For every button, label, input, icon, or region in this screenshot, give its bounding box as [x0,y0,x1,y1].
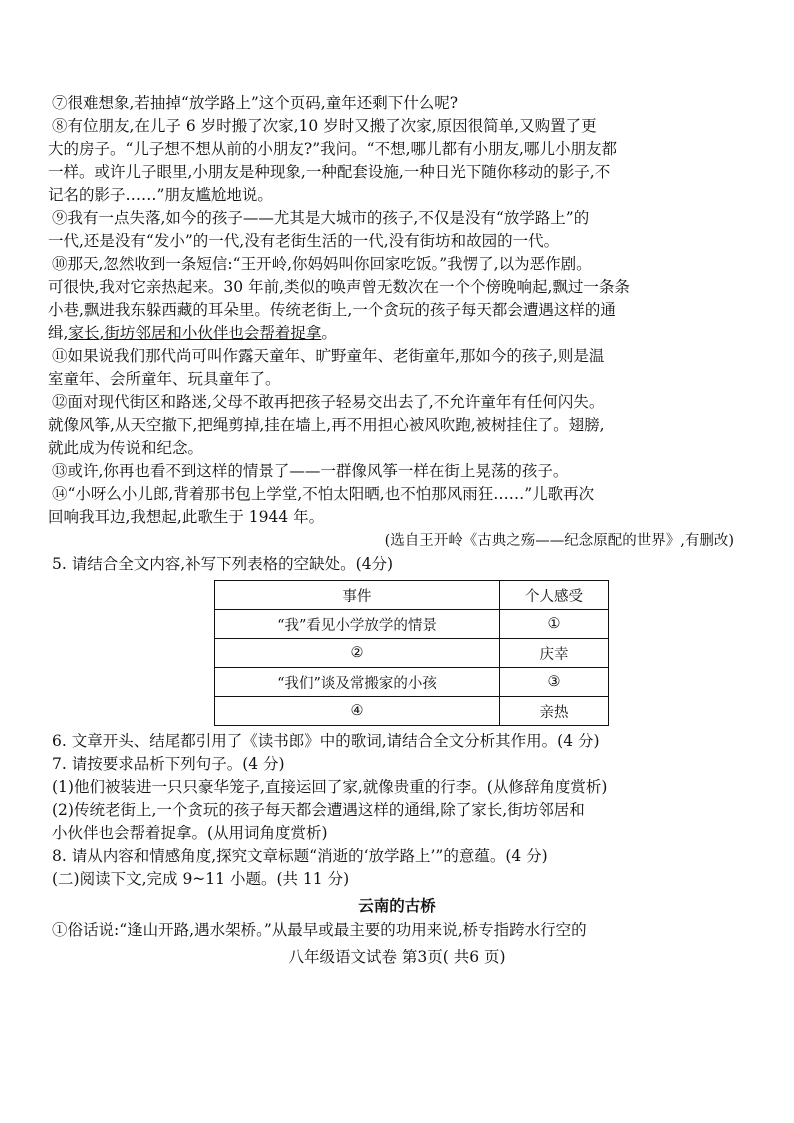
question-5: 5. 请结合全文内容,补写下列表格的空缺处。(4分) [52,555,394,573]
paragraph-12-line: 就像风筝,从天空撤下,把绳剪掉,挂在墙上,再不用担心被风吹跑,被树挂住了。翅膀, [48,416,605,434]
text-segment: 。 [321,324,337,342]
paragraph-11-line: 室童年、会所童年、玩具童年了。 [48,370,281,388]
section-2-heading: (二)阅读下文,完成 9~11 小题。(共 11 分) [52,870,350,888]
paragraph-10-line: 小巷,飘进我东躲西藏的耳朵里。传统老街上,一个贪玩的孩子每天都会遭遇这样的通 [48,301,616,319]
table-row [215,668,609,697]
paragraph-8-line: ⑧有位朋友,在儿子 6 岁时搬了次家,10 岁时又搬了次家,原因很简单,又购置了更 [52,117,597,135]
question-7-part-2-line: (2)传统老街上,一个贪玩的孩子每天都会遭遇这样的通缉,除了家长,街坊邻居和 [52,801,585,819]
question-7-part-2-line: 小伙伴也会帮着捉拿。(从用词角度赏析) [52,824,328,842]
source-citation: (选自王开岭《古典之殇——纪念原配的世界》,有删改) [384,533,734,549]
paragraph-14-line: ⑭“小呀么小儿郎,背着那书包上学堂,不怕太阳晒,也不怕那风雨狂……”儿歌再次 [52,485,595,503]
paragraph-10-last-line [48,322,742,345]
underlined-text: 家长 [68,324,100,342]
table-row [215,697,609,726]
table-cell: ④ [215,697,500,726]
paragraph-10-line: 可很快,我对它亲热起来。30 年前,类似的唤声曾无数次在一个个傍晚响起,飘过一条条 [48,278,630,296]
article-2-title: 云南的古桥 [358,896,436,915]
table-cell: “我”看见小学放学的情景 [215,610,500,639]
table-cell: ① [500,610,609,639]
question-7-part-1: (1)他们被装进一只只豪华笼子,直接运回了家,就像贵重的行李。(从修辞角度赏析) [52,778,608,796]
paragraph-8-line: 记名的影子……”朋友尴尬地说。 [48,186,273,204]
paragraph-13: ⑬或许,你再也看不到这样的情景了——一群像风筝一样在街上晃荡的孩子。 [52,462,569,480]
question-6: 6. 文章开头、结尾都引用了《读书郎》中的歌词,请结合全文分析其作用。(4 分) [52,732,600,750]
paragraph-11-line: ⑪如果说我们那代尚可叫作露天童年、旷野童年、老街童年,那如今的孩子,则是温 [52,347,605,365]
text-segment: 缉, [48,324,69,342]
table-cell: “我们”谈及常搬家的小孩 [215,668,500,697]
table-cell: 亲热 [500,697,609,726]
paragraph-14-line: 回响我耳边,我想起,此歌生于 1944 年。 [48,508,325,526]
paragraph-10-line: ⑩那天,忽然收到一条短信:“王开岭,你妈妈叫你回家吃饭。”我愣了,以为恶作剧。 [52,255,592,273]
paragraph-8-line: 一样。或许儿子眼里,小朋友是种现象,一种配套设施,一种日光下随你移动的影子,不 [48,163,611,181]
paragraph-9-line: 一代,还是没有“发小”的一代,没有老街生活的一代,没有街坊和故园的一代。 [48,232,560,250]
question-7: 7. 请按要求品析下列句子。(4 分) [52,755,285,773]
table-cell: ③ [500,668,609,697]
table-header-row [215,581,609,610]
paragraph-12-line: 就此成为传说和纪念。 [48,439,204,457]
article-2-paragraph-1: ①俗话说:“逢山开路,遇水架桥。”从最早或最主要的功用来说,桥专指跨水行空的 [52,921,587,939]
paragraph-9-line: ⑨我有一点失落,如今的孩子——尤其是大城市的孩子,不仅是没有“放学路上”的 [52,209,590,227]
table-cell: 庆幸 [500,639,609,668]
table-cell: ② [215,639,500,668]
paragraph-8-line: 大的房子。“儿子想不想从前的小朋友?”我问。“不想,哪儿都有小朋友,哪儿小朋友都 [48,140,617,158]
events-table [214,580,609,726]
table-header: 个人感受 [500,581,609,610]
underlined-text: ,街坊邻居和小伙伴也会帮着捉拿 [99,324,322,342]
exam-page [48,92,742,985]
page-footer: 八年级语文试卷 第3页( 共6 页) [288,948,506,966]
table-row [215,639,609,668]
paragraph-7: ⑦很难想象,若抽掉“放学路上”这个页码,童年还剩下什么呢? [52,94,459,112]
table-row [215,610,609,639]
paragraph-12-line: ⑫面对现代街区和路迷,父母不敢再把孩子轻易交出去了,不允许童年有任何闪失。 [52,393,605,411]
table-header: 事件 [215,581,500,610]
question-8: 8. 请从内容和情感角度,探究文章标题“消逝的‘放学路上’”的意蕴。(4 分) [52,847,548,865]
